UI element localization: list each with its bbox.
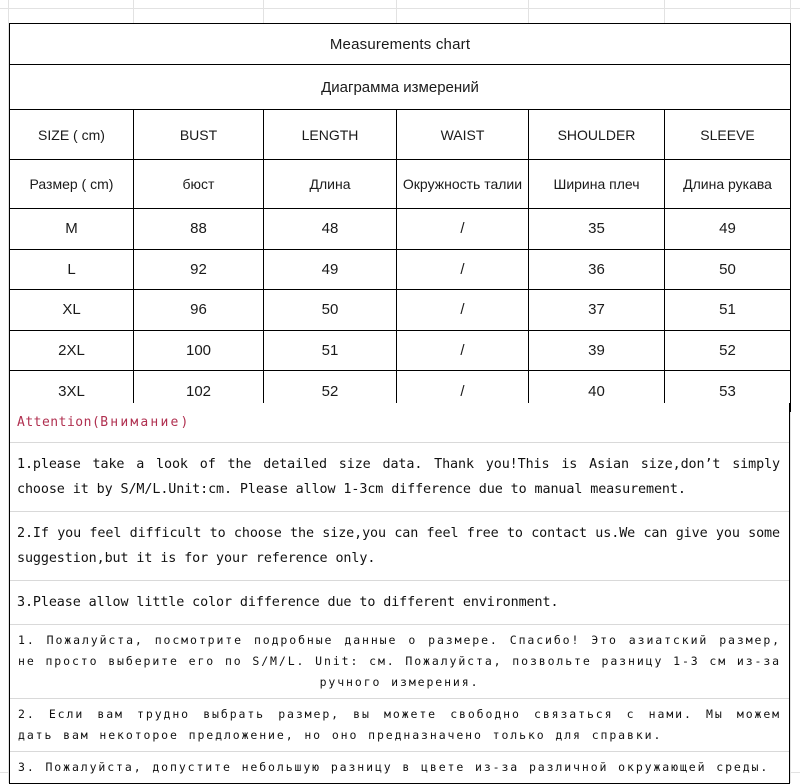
cell-shoulder: 37 <box>529 290 665 331</box>
attention-label-en: Attention( <box>17 415 101 430</box>
cell-waist: / <box>397 249 529 290</box>
cell-sleeve: 49 <box>665 209 791 250</box>
cell-size: M <box>10 209 134 250</box>
cell-bust: 88 <box>134 209 264 250</box>
cell-bust: 92 <box>134 249 264 290</box>
column-header-bust-en: BUST <box>134 110 264 160</box>
cell-waist: / <box>397 290 529 331</box>
column-header-length-ru: Длина <box>264 160 397 209</box>
cell-size: 2XL <box>10 330 134 371</box>
column-header-length-en: LENGTH <box>264 110 397 160</box>
cell-shoulder: 39 <box>529 330 665 371</box>
attention-paren-close: ) <box>180 415 189 430</box>
column-header-waist-en: WAIST <box>397 110 529 160</box>
column-header-shoulder-en: SHOULDER <box>529 110 665 160</box>
cell-size: L <box>10 249 134 290</box>
note-english-1: 1.please take a look of the detailed size data. Thank you!This is Asian size,don’t simply choose it by S/M/L.Unit:cm. Please allow 1-3cm difference due to manual measurement. <box>17 457 780 497</box>
notes-section <box>9 403 790 784</box>
cell-size: 3XL <box>10 371 134 412</box>
attention-heading <box>10 403 789 442</box>
note-english-3: 3.Please allow little color difference due to different environment. <box>17 595 559 610</box>
header-row-english <box>10 110 791 160</box>
table-subtitle-row <box>10 65 791 110</box>
note-russian-1: 1. Пожалуйста, посмотрите подробные данные о размере. Спасибо! Это азиатский размер, не просто выберите его по S/M/L. Unit: см. Пожалуйста, позвольте разницу 1-3 см из-за ручного измерения. <box>18 633 782 689</box>
cell-shoulder: 36 <box>529 249 665 290</box>
cell-bust: 102 <box>134 371 264 412</box>
attention-label-ru: Внимание <box>100 415 181 430</box>
column-header-bust-ru: бюст <box>134 160 264 209</box>
column-header-sleeve-ru: Длина рукава <box>665 160 791 209</box>
table-title-en: Measurements chart <box>10 24 791 65</box>
table-row <box>10 290 791 331</box>
note-english-2: 2.If you feel difficult to choose the size,you can feel free to contact us.We can give you some suggestion,but it is for your reference only. <box>17 526 780 566</box>
cell-waist: / <box>397 330 529 371</box>
note-russian-3: 3. Пожалуйста, допустите небольшую разницу в цвете из-за различной окружающей среды. <box>18 760 770 774</box>
cell-bust: 100 <box>134 330 264 371</box>
table-row <box>10 330 791 371</box>
cell-sleeve: 53 <box>665 371 791 412</box>
cell-shoulder: 35 <box>529 209 665 250</box>
cell-length: 50 <box>264 290 397 331</box>
cell-length: 49 <box>264 249 397 290</box>
table-title-ru: Диаграмма измерений <box>10 65 791 110</box>
table-title-row <box>10 24 791 65</box>
cell-length: 52 <box>264 371 397 412</box>
cell-sleeve: 50 <box>665 249 791 290</box>
cell-length: 51 <box>264 330 397 371</box>
column-header-shoulder-ru: Ширина плеч <box>529 160 665 209</box>
cell-bust: 96 <box>134 290 264 331</box>
note-russian-2: 2. Если вам трудно выбрать размер, вы можете свободно связаться с нами. Мы можем дать вам некоторое предложение, но оно предназначено только для справки. <box>18 707 781 742</box>
cell-size: XL <box>10 290 134 331</box>
measurements-table <box>9 23 791 412</box>
cell-waist: / <box>397 371 529 412</box>
column-header-size-ru: Размер ( cm) <box>10 160 134 209</box>
cell-shoulder: 40 <box>529 371 665 412</box>
cell-length: 48 <box>264 209 397 250</box>
table-row <box>10 249 791 290</box>
cell-waist: / <box>397 209 529 250</box>
table-row <box>10 209 791 250</box>
column-header-waist-ru: Окружность талии <box>397 160 529 209</box>
cell-sleeve: 52 <box>665 330 791 371</box>
cell-sleeve: 51 <box>665 290 791 331</box>
header-row-russian <box>10 160 791 209</box>
column-header-size-en: SIZE ( cm) <box>10 110 134 160</box>
column-header-sleeve-en: SLEEVE <box>665 110 791 160</box>
